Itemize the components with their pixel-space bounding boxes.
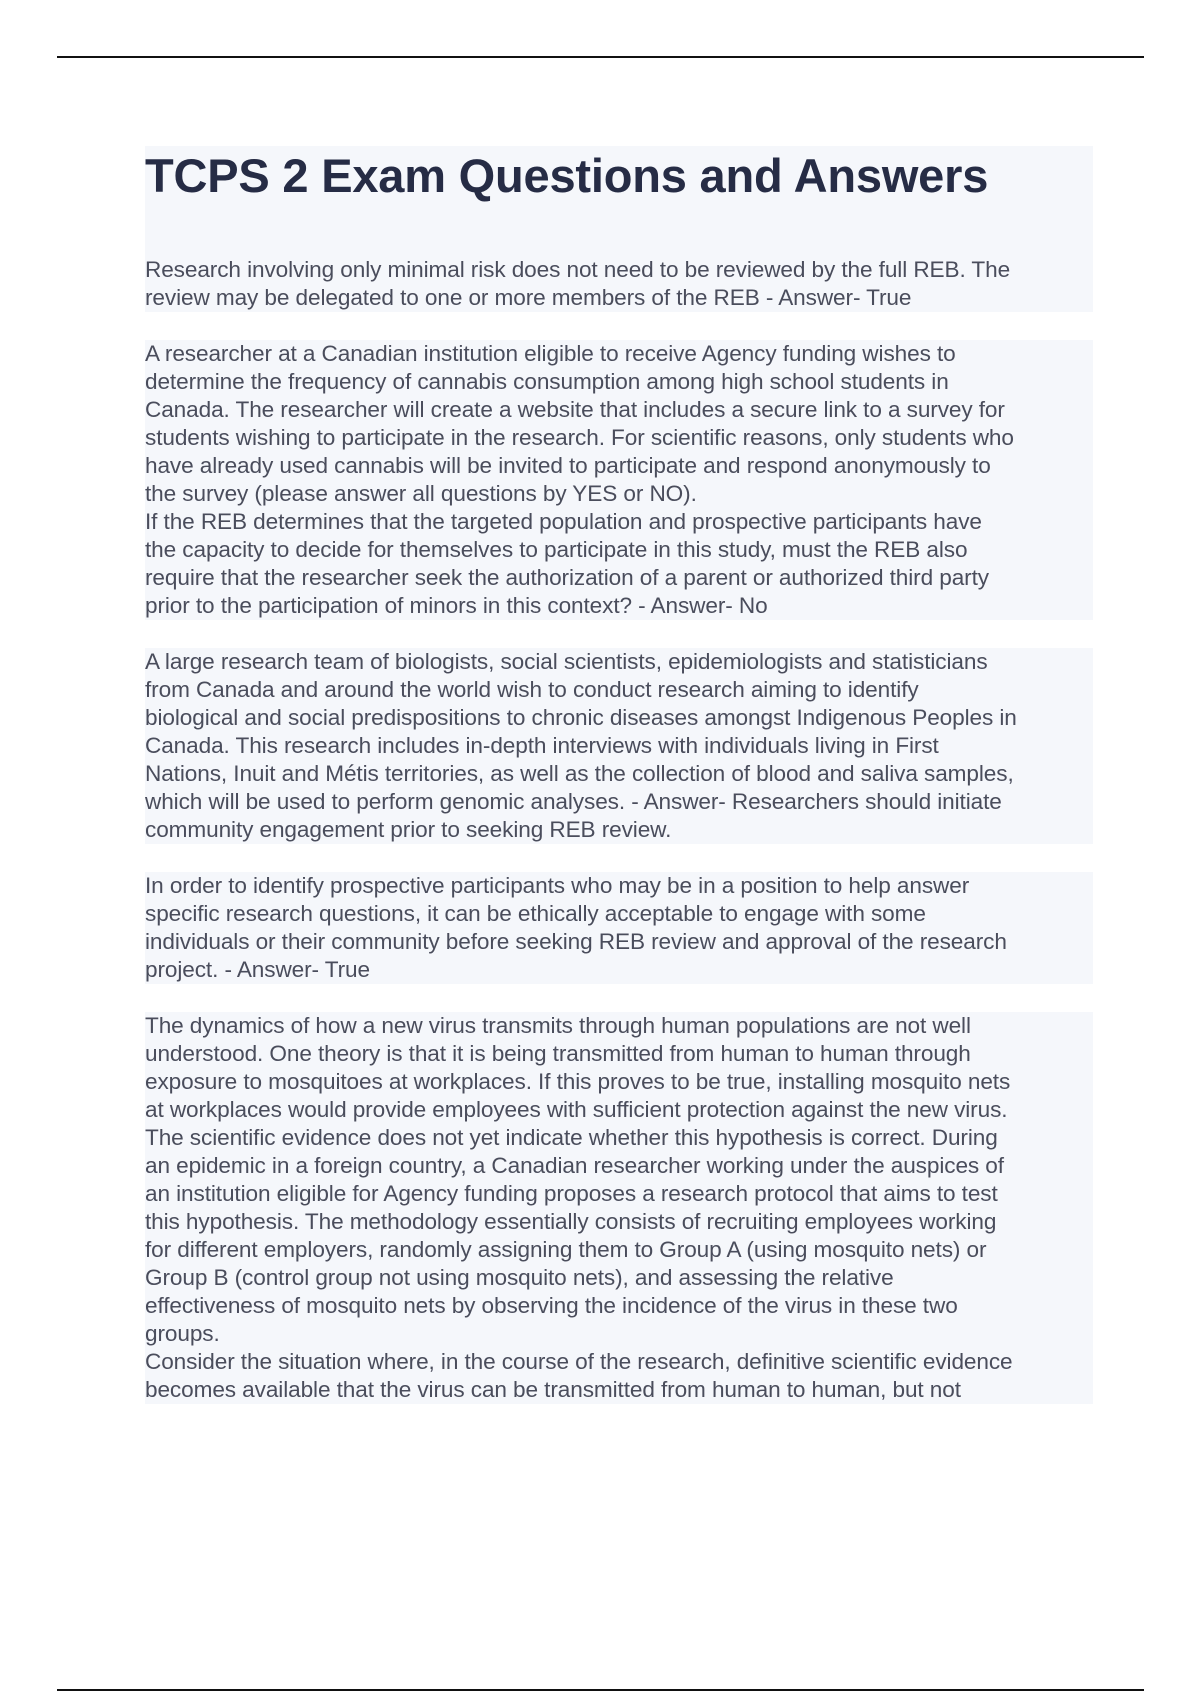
entry-gap (145, 312, 1093, 340)
top-rule (57, 56, 1144, 58)
qa-entry-3: A large research team of biologists, social scientists, epidemiologists and statisticians from Canada and around the world wish to conduct research aiming to identify biological and social predispositions to chronic diseases amongst Indigenous Peoples in Canada. This research includes in-depth interviews with individuals living in First Nations, Inuit and Métis territories, as well as the collection of blood and saliva samples, which will be used to perform genomic analyses. - Answer- Researchers should initiate community engagement prior to seeking REB review. (145, 648, 1093, 844)
document-page (145, 146, 1093, 1404)
entry-gap (145, 844, 1093, 872)
title-block (145, 146, 1093, 256)
entry-gap (145, 984, 1093, 1012)
page-title: TCPS 2 Exam Questions and Answers (145, 149, 989, 202)
entry-gap (145, 620, 1093, 648)
qa-list (145, 256, 1093, 1404)
qa-entry-2: A researcher at a Canadian institution eligible to receive Agency funding wishes to determine the frequency of cannabis consumption among high school students in Canada. The researcher will create a website that includes a secure link to a survey for students wishing to participate in the research. For scientific reasons, only students who have already used cannabis will be invited to participate and respond anonymously to the survey (please answer all questions by YES or NO). If the REB determines that the targeted population and prospective participants have the capacity to decide for themselves to participate in this study, must the REB also require that the researcher seek the authorization of a parent or authorized third party prior to the participation of minors in this context? - Answer- No (145, 340, 1093, 620)
qa-entry-1: Research involving only minimal risk does not need to be reviewed by the full REB. The review may be delegated to one or more members of the REB - Answer- True (145, 256, 1093, 312)
qa-entry-5: The dynamics of how a new virus transmits through human populations are not well understood. One theory is that it is being transmitted from human to human through exposure to mosquitoes at workplaces. If this proves to be true, installing mosquito nets at workplaces would provide employees with sufficient protection against the new virus. The scientific evidence does not yet indicate whether this hypothesis is correct. During an epidemic in a foreign country, a Canadian researcher working under the auspices of an institution eligible for Agency funding proposes a research protocol that aims to test this hypothesis. The methodology essentially consists of recruiting employees working for different employers, randomly assigning them to Group A (using mosquito nets) or Group B (control group not using mosquito nets), and assessing the relative effectiveness of mosquito nets by observing the incidence of the virus in these two groups. Consider the situation where, in the course of the research, definitive scientific evidence becomes available that the virus can be transmitted from human to human, but not (145, 1012, 1093, 1404)
qa-entry-4: In order to identify prospective participants who may be in a position to help answer specific research questions, it can be ethically acceptable to engage with some individuals or their community before seeking REB review and approval of the research project. - Answer- True (145, 872, 1093, 984)
bottom-rule (57, 1689, 1144, 1691)
